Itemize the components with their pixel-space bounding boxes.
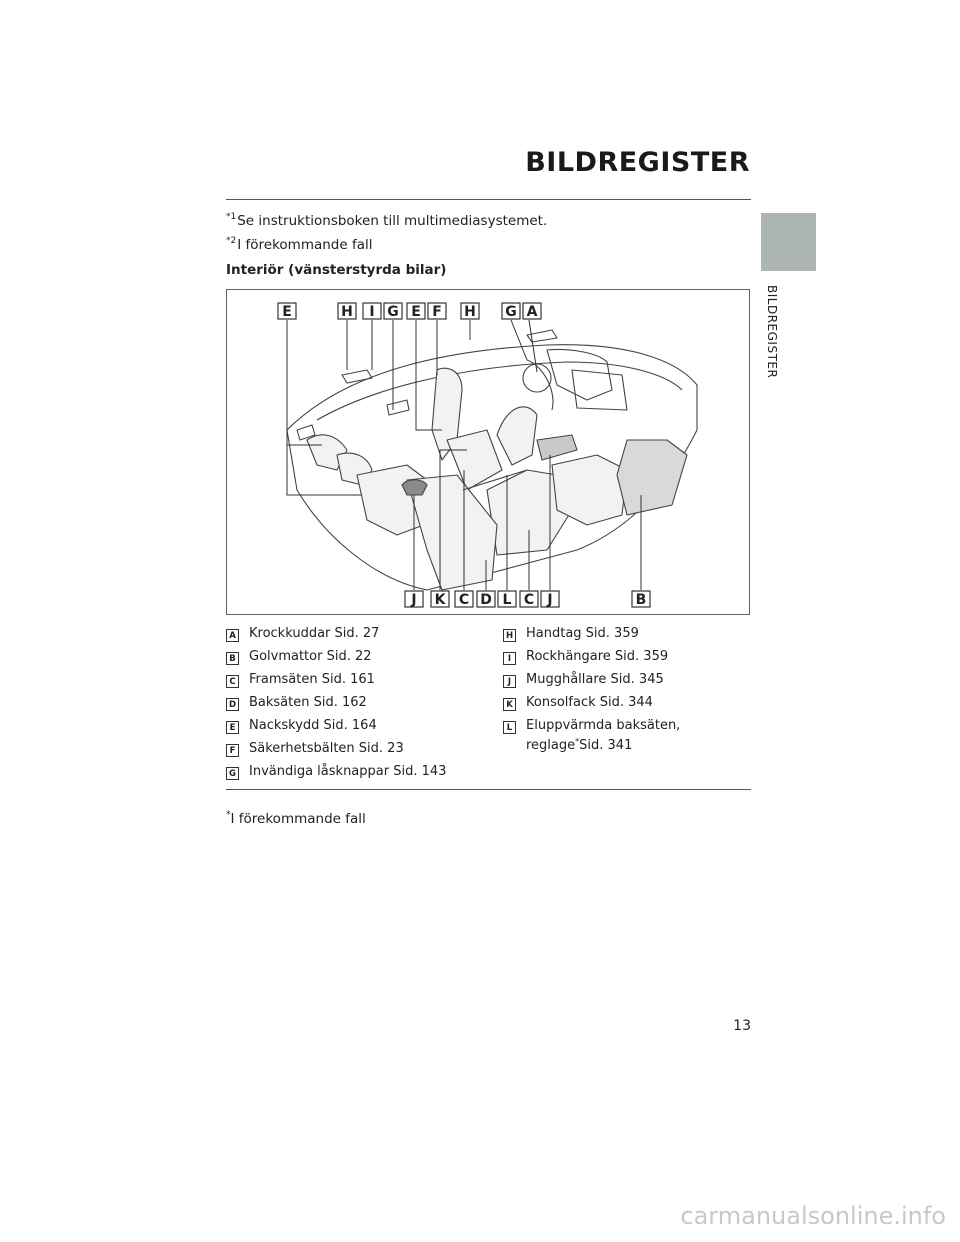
callout-top-G-2	[502, 303, 520, 320]
watermark: carmanualsonline.info	[680, 1202, 946, 1230]
callout-top-A	[523, 303, 541, 320]
legend-label: Krockkuddar Sid. 27	[249, 626, 380, 641]
callout-bottom-C-1	[455, 591, 473, 608]
svg-text:J: J	[411, 592, 417, 608]
svg-text:H: H	[464, 304, 476, 320]
legend-label: Konsolfack Sid. 344	[526, 695, 653, 710]
legend-item-B	[226, 649, 486, 672]
callout-bottom-K	[431, 591, 449, 608]
svg-text:C: C	[458, 592, 470, 608]
svg-text:F: F	[432, 304, 442, 320]
legend-label-tail: Sid. 341	[579, 738, 633, 753]
legend-item-F	[226, 741, 486, 764]
callout-bottom-D	[477, 591, 495, 608]
legend-item-H	[503, 626, 763, 649]
legend-item-E	[226, 718, 486, 741]
callout-bottom-L	[498, 591, 516, 608]
callout-top-E-1	[278, 303, 296, 320]
legend-label: Golvmattor Sid. 22	[249, 649, 372, 664]
section-heading: Interiör (vänsterstyrda bilar)	[226, 262, 447, 278]
legend-right	[503, 626, 763, 758]
footnote-1-mark: *1	[226, 212, 237, 222]
svg-text:D: D	[480, 592, 492, 608]
legend-key: B	[226, 652, 239, 665]
legend-key: H	[503, 629, 516, 642]
svg-text:I: I	[369, 304, 375, 320]
callout-top-F	[428, 303, 446, 320]
section-tab	[761, 213, 816, 271]
legend-label: Mugghållare Sid. 345	[526, 672, 664, 687]
legend-label: Nackskydd Sid. 164	[249, 718, 377, 733]
legend-key: J	[503, 675, 516, 688]
callout-top-E-2	[407, 303, 425, 320]
callout-bottom-J-2	[541, 591, 559, 608]
svg-text:B: B	[635, 592, 647, 608]
callout-top-H-2	[461, 303, 479, 320]
svg-text:G: G	[505, 304, 517, 320]
legend-key: G	[226, 767, 239, 780]
legend-key: I	[503, 652, 516, 665]
section-tab-label: BILDREGISTER	[765, 285, 779, 379]
legend-key: L	[503, 721, 516, 734]
legend-item-C	[226, 672, 486, 695]
callout-top-H-1	[338, 303, 356, 320]
legend-label: Rockhängare Sid. 359	[526, 649, 669, 664]
legend-item-A	[226, 626, 486, 649]
legend-item-G	[226, 764, 486, 787]
legend-key: C	[226, 675, 239, 688]
footnote-2-mark: *2	[226, 236, 237, 246]
legend-label: Säkerhetsbälten Sid. 23	[249, 741, 404, 756]
callout-bottom-J-1	[405, 591, 423, 608]
page-number: 13	[733, 1018, 751, 1034]
footnote-1-text: Se instruktionsboken till multimediasystemet.	[237, 213, 548, 229]
bottom-footnote-text: I förekommande fall	[230, 811, 366, 827]
svg-text:A: A	[526, 304, 538, 320]
legend-key: F	[226, 744, 239, 757]
callout-bottom-B	[632, 591, 650, 608]
svg-text:L: L	[502, 592, 512, 608]
legend-label: Invändiga låsknappar Sid. 143	[249, 764, 447, 779]
legend-key: K	[503, 698, 516, 711]
legend-left	[226, 626, 486, 787]
bottom-footnote-mark: *	[226, 810, 231, 820]
bottom-footnote	[226, 810, 366, 827]
legend-label-line1: Eluppvärmda baksäten,	[526, 718, 681, 733]
legend-key: D	[226, 698, 239, 711]
legend-label: Framsäten Sid. 161	[249, 672, 375, 687]
svg-text:E: E	[411, 304, 421, 320]
page-title: BILDREGISTER	[525, 147, 750, 178]
svg-text:H: H	[341, 304, 353, 320]
legend-item-J	[503, 672, 763, 695]
legend-key: A	[226, 629, 239, 642]
footnote-2	[226, 236, 373, 253]
legend-label	[526, 718, 680, 754]
legend-item-D	[226, 695, 486, 718]
legend-item-L	[503, 718, 763, 758]
legend-label-line2: reglage	[526, 738, 576, 753]
footnote-2-text: I förekommande fall	[237, 237, 373, 253]
interior-illustration	[227, 290, 749, 614]
callout-top-G-1	[384, 303, 402, 320]
legend-item-I	[503, 649, 763, 672]
svg-text:G: G	[387, 304, 399, 320]
legend-key: E	[226, 721, 239, 734]
callout-bottom-C-2	[520, 591, 538, 608]
legend-divider	[226, 789, 751, 790]
svg-text:C: C	[523, 592, 535, 608]
svg-text:E: E	[282, 304, 292, 320]
legend-item-K	[503, 695, 763, 718]
callout-top-I	[363, 303, 381, 320]
legend-label-mark: *	[575, 737, 580, 746]
legend-label: Handtag Sid. 359	[526, 626, 639, 641]
legend-label: Baksäten Sid. 162	[249, 695, 367, 710]
footnote-1	[226, 212, 547, 229]
header-divider	[226, 199, 751, 200]
svg-text:J: J	[547, 592, 553, 608]
interior-figure	[226, 289, 750, 615]
svg-text:K: K	[434, 592, 446, 608]
